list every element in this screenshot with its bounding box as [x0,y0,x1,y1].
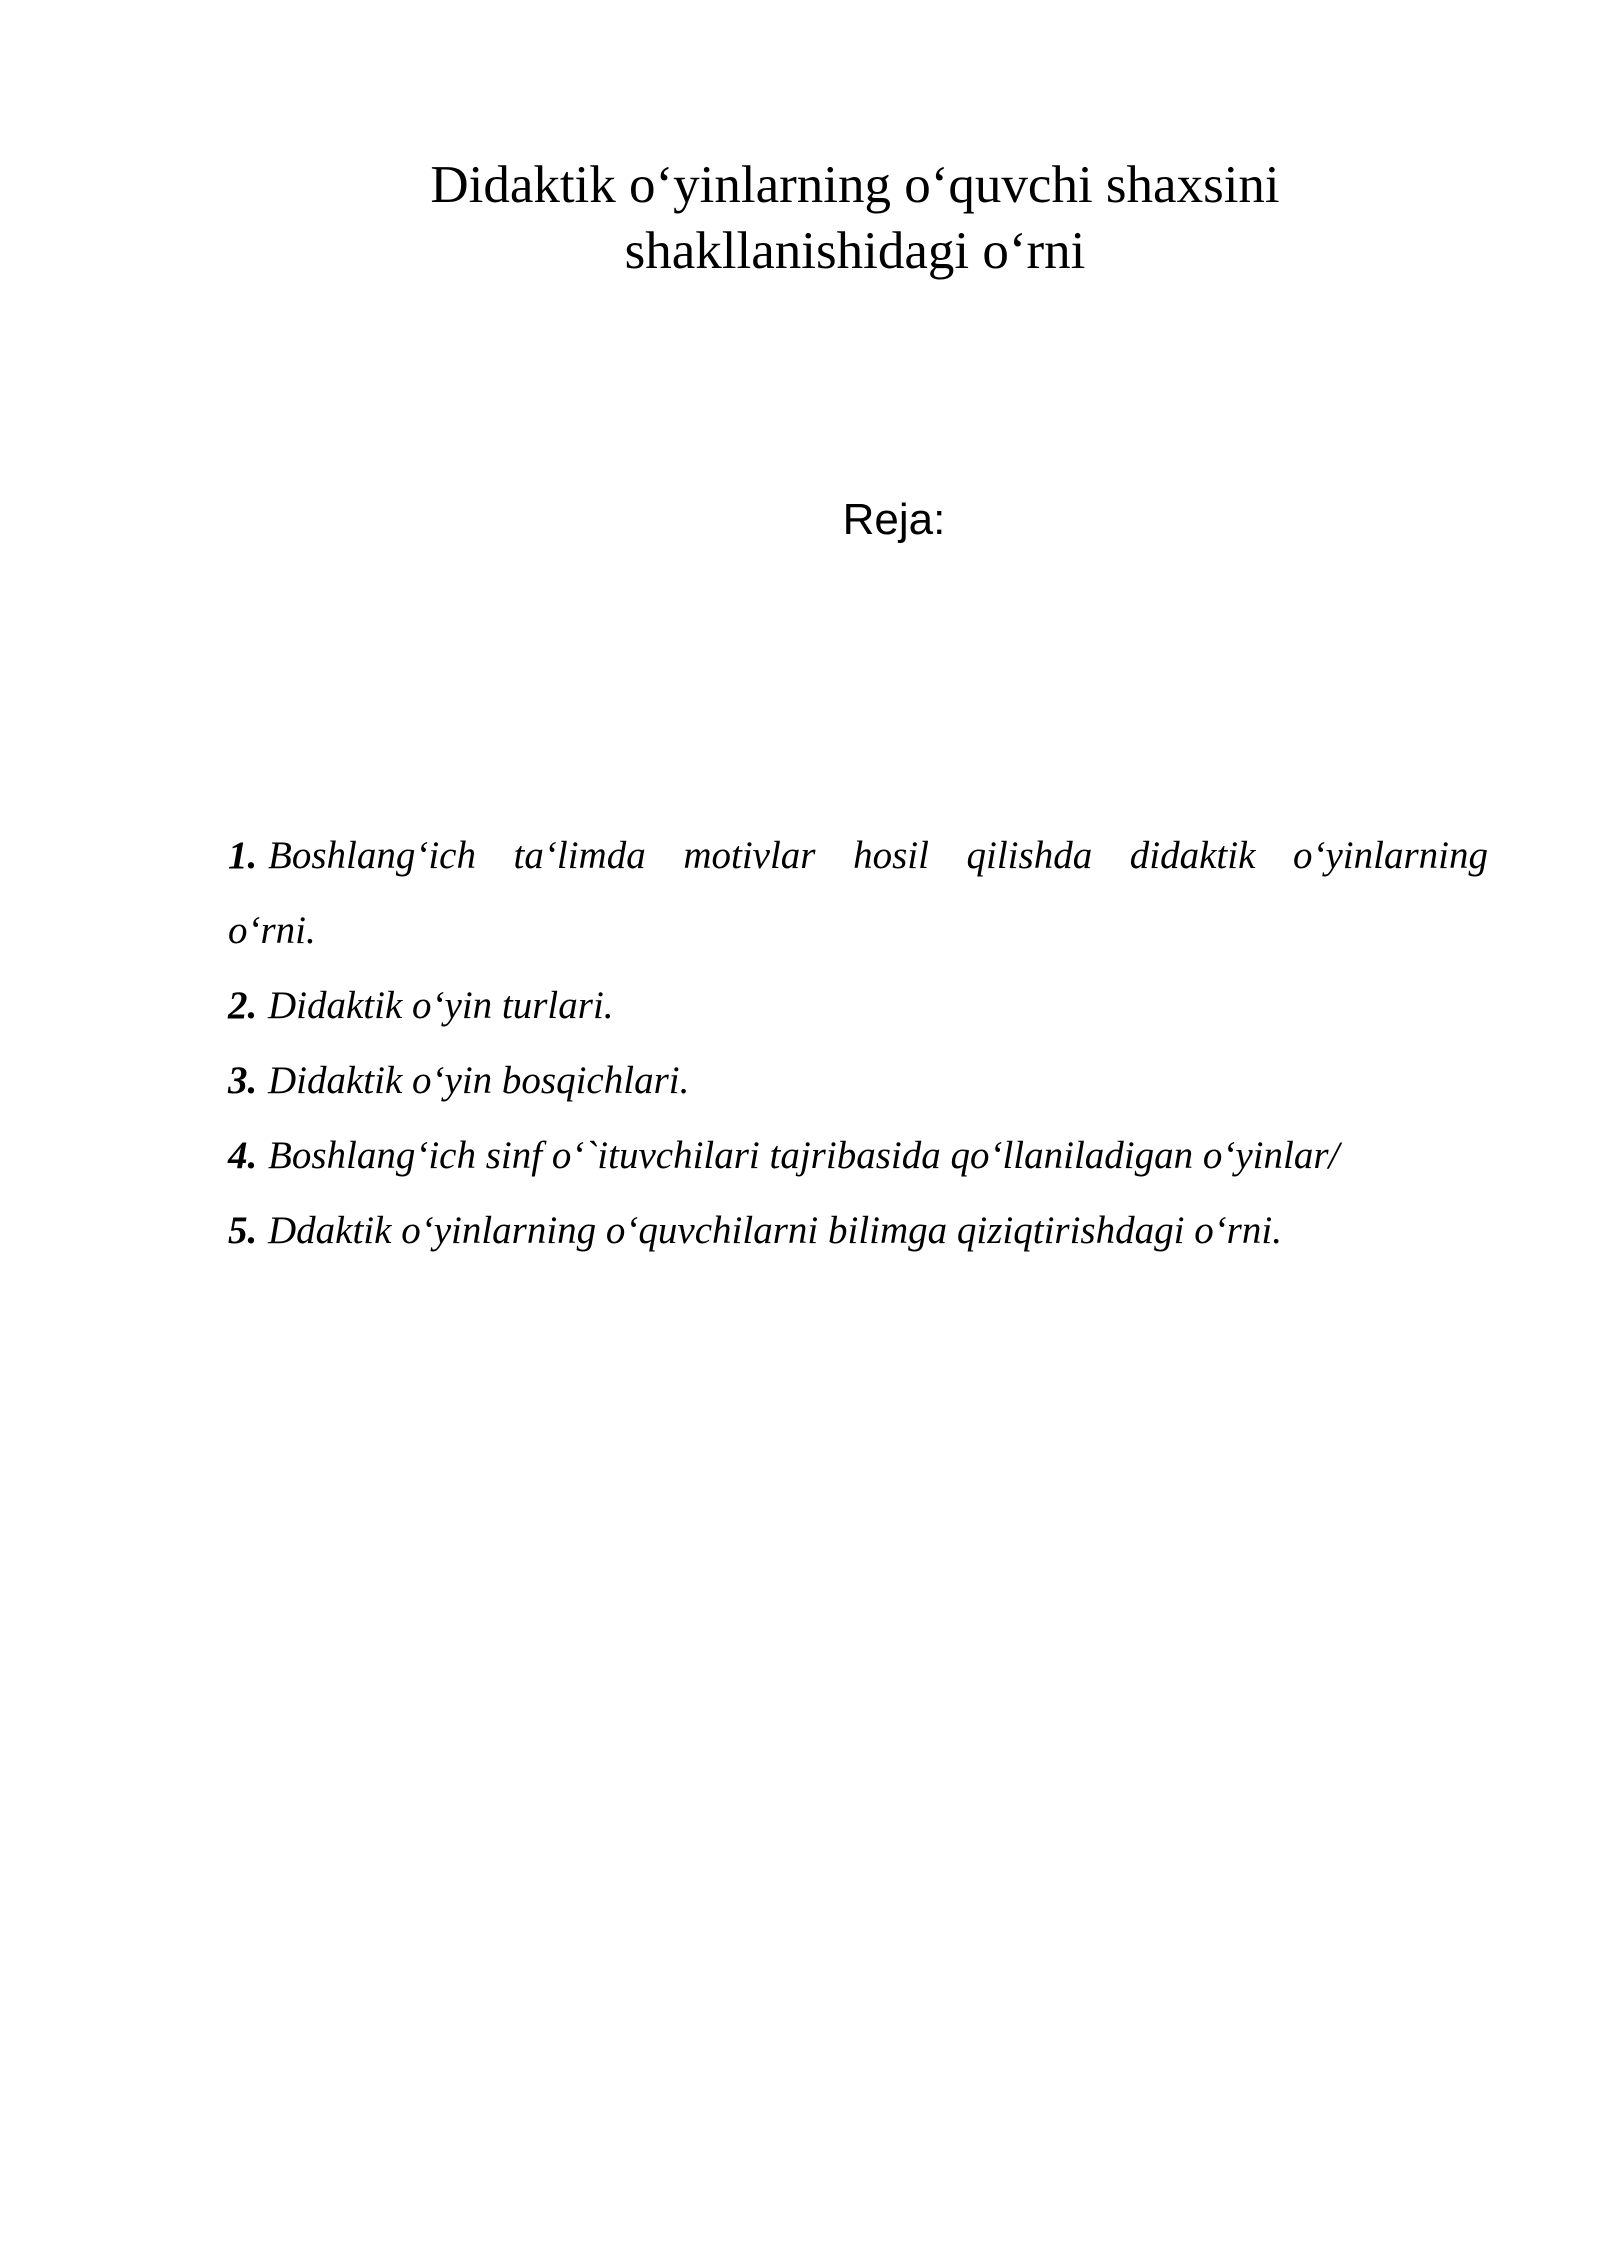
title-line-1: Didaktik o‘yinlarning o‘quvchi shaxsini [430,156,1280,214]
plan-item-text: Didaktik o‘yin bosqichlari. [268,1059,690,1102]
plan-item-number: 1. [228,834,258,877]
plan-item-text: Boshlang‘ich ta‘limda motivlar hosil qilishda didaktik o‘yinlarning [268,834,1488,877]
plan-item-text: Didaktik o‘yin turlari. [268,984,614,1027]
title-line-2: shakllanishidagi o‘rni [624,222,1086,280]
plan-item-3 [228,1043,1488,1118]
plan-item-2 [228,968,1488,1043]
plan-item-4 [228,1118,1488,1193]
document-title [330,152,1380,284]
plan-item-text: Ddaktik o‘yinlarning o‘quvchilarni bilimga qiziqtirishdagi o‘rni. [268,1209,1282,1252]
plan-item-number: 5. [228,1209,258,1252]
plan-item-1 [228,818,1488,968]
plan-item-5 [228,1193,1488,1268]
plan-item-number: 3. [228,1059,258,1102]
plan-list [228,818,1488,1268]
plan-item-text-continuation: o‘rni. [228,909,316,952]
plan-item-text: Boshlang‘ich sinf o‘`ituvchilari tajribasida qo‘llaniladigan o‘yinlar/ [268,1134,1340,1177]
plan-item-number: 4. [228,1134,258,1177]
plan-item-number: 2. [228,984,258,1027]
plan-heading: Reja: [842,495,946,544]
